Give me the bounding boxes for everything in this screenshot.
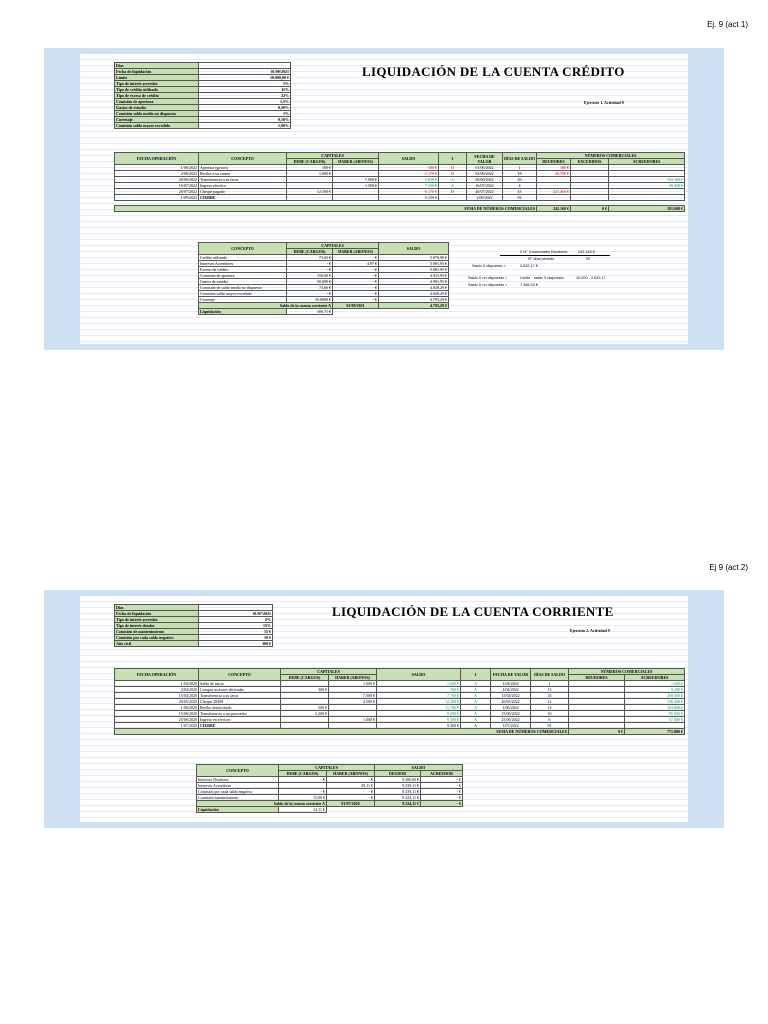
cell-saldo: 700 €: [377, 687, 461, 693]
liquidacion-label-2: Liquidación: [197, 807, 279, 813]
suma-acreedores: 181.600 €: [609, 206, 685, 212]
summary-value: - €: [287, 291, 333, 297]
cell-i: A: [439, 183, 467, 189]
cell-fecha: 1/06/2022: [115, 165, 199, 171]
cell-dias: 26: [503, 177, 537, 183]
cell-debe: 500 €: [281, 705, 329, 711]
sheet-canvas-1: [80, 54, 688, 344]
summary-concepto: Corretaje: [199, 297, 287, 303]
summary-value: - €: [333, 285, 379, 291]
summary-concepto: Intereses Acreedores: [197, 783, 279, 789]
cell-i: D: [439, 171, 467, 177]
param-value: 22%: [199, 93, 291, 99]
summary-concepto: Comisión mantenimiento: [197, 795, 279, 801]
cell-haber: 7.000 €: [329, 693, 377, 699]
param-value: 10 €: [199, 635, 273, 641]
account-movements-table: [114, 152, 685, 212]
cell-concepto: Cheque 28498: [199, 699, 281, 705]
cell-concepto: Saldo de inicio: [199, 681, 281, 687]
sum-col-capitales: CAPITALES: [287, 243, 379, 249]
cell-fecha: 1/09/2022: [115, 195, 199, 201]
cell-saldo: 5.150 €: [379, 195, 439, 201]
note-saldo-no-dispuesto-val: 7.368,33 €: [520, 283, 538, 287]
summary-value: - €: [279, 789, 327, 795]
cell-concepto: Transferencia a su favor: [199, 693, 281, 699]
param-value: 11%: [199, 87, 291, 93]
saldo-cuenta-acreedor-2: - €: [421, 801, 463, 807]
note-dias-periodo: N° días periodo: [528, 257, 555, 261]
note-saldo-dispuesto-val: 2.632,17 €: [520, 264, 538, 268]
col-haber: HABER (ABONOS): [333, 159, 379, 165]
cell-debe: 1.000 €: [287, 171, 333, 177]
col-haber-2: HABER (ABONOS): [329, 675, 377, 681]
sum-col-concepto: CONCEPTO: [199, 243, 287, 255]
col-acreedores-2: ACREEDORES: [625, 675, 685, 681]
cell-concepto: CIERRE: [199, 723, 281, 729]
liquidation-summary-table: [198, 242, 449, 315]
param-row: [115, 641, 273, 647]
cell-i: A: [461, 687, 491, 693]
param-value: 15 €: [199, 629, 273, 635]
cell-saldo: 1.000 €: [377, 681, 461, 687]
cell-debe: 12.500 €: [287, 189, 333, 195]
col-fecha-operacion-2: FECHA OPERACIÓN: [115, 669, 199, 681]
cell-haber: 1.000 €: [329, 681, 377, 687]
summary-value: 9.324,11 €: [375, 795, 421, 801]
cell-acreedores: 163.800 €: [625, 705, 685, 711]
summary-value: 9.300,00 €: [375, 777, 421, 783]
cell-concepto: Recibo a su cuenta: [199, 171, 287, 177]
summary-concepto: Intereses Acreedores: [199, 261, 287, 267]
summary-concepto: Comisión de saldo medio no dispuesto: [199, 285, 287, 291]
param-label: Comisión de mantenimiento: [115, 629, 199, 635]
summary-value: 35,0000 €: [287, 297, 333, 303]
suma-deudores-2: 0 €: [569, 729, 625, 735]
col-dias-saldo-2: DÍAS DE SALDO: [531, 669, 569, 681]
page-header-1: Ej. 9 (act 1): [707, 20, 748, 29]
cell-concepto: Transferencia a un proveedor: [199, 711, 281, 717]
sheet-canvas-2: [80, 596, 688, 822]
cell-acreedores: 9.100 €: [625, 687, 685, 693]
parameters-table-2: [114, 604, 273, 647]
param-label: Días: [115, 605, 199, 611]
summary-value: - €: [333, 279, 379, 285]
cell-fecha: 25/06/2020: [115, 717, 199, 723]
summary-value: - €: [333, 267, 379, 273]
summary-value: 15,00 €: [279, 795, 327, 801]
summary-value: - €: [421, 789, 463, 795]
summary-concepto: Gastos de estudio: [199, 279, 287, 285]
summary-value: 5.081,95 €: [379, 267, 449, 273]
cell-haber: 1.500 €: [333, 183, 379, 189]
saldo-cuenta-deudor-2: 9.324,11 €: [375, 801, 421, 807]
cell-acreedores: 85.000 €: [625, 711, 685, 717]
summary-concepto: Intereses Deudores: [197, 777, 279, 783]
summary-value: 5.081,95 €: [379, 261, 449, 267]
col-fecha-valor-2: FECHA DE VALOR: [491, 669, 531, 681]
param-label: Fecha de liquidación: [115, 69, 199, 75]
col-acreedores: ACREEDORES: [609, 159, 685, 165]
summary-value: 4.981,95 €: [379, 279, 449, 285]
spreadsheet-sheet-2: [44, 590, 724, 828]
saldo-cuenta-valor: 4.793,29 €: [379, 303, 449, 309]
cell-fecha-valor: 15/06/2022: [491, 711, 531, 717]
summary-value: 50,000 €: [287, 279, 333, 285]
param-value: 2%: [199, 617, 273, 623]
param-label: Límite: [115, 75, 199, 81]
cell-fecha: 2/04/2020: [115, 687, 199, 693]
cell-deudores: 221.460 €: [537, 189, 571, 195]
cell-saldo: 11.700 €: [377, 705, 461, 711]
cell-dias: 4: [503, 183, 537, 189]
suma-deudores: 242.160 €: [537, 206, 571, 212]
param-label: Comisión de apertura: [115, 99, 199, 105]
cell-debe: 300 €: [281, 687, 329, 693]
cell-fecha-valor: 20/07/2022: [467, 189, 503, 195]
note-limite-formula: Límite - saldo X dispuesto: [520, 276, 564, 280]
param-label: Fecha de liquidación: [115, 611, 199, 617]
param-label: Tipo de interés acreedor: [115, 81, 199, 87]
cell-dias: 43: [503, 189, 537, 195]
cell-saldo: 7.330 €: [379, 183, 439, 189]
param-value: 0,50%: [199, 105, 291, 111]
cell-dias: 10: [531, 711, 569, 717]
cell-i: A: [439, 177, 467, 183]
cell-haber: 1.000 €: [329, 717, 377, 723]
sum-col-debe-2: DEBE (CARGOS): [279, 771, 327, 777]
fraction-line: [500, 255, 610, 256]
note-saldo-no-dispuesto: Saldo X no dispuesto =: [468, 276, 508, 280]
param-label: Tipo de interés acreedor: [115, 617, 199, 623]
summary-value: 4.828,29 €: [379, 291, 449, 297]
cell-fecha-valor: 20/06/2022: [467, 177, 503, 183]
param-row: [115, 123, 291, 129]
param-value: 1,00%: [199, 123, 291, 129]
param-value: 10.000,00 €: [199, 75, 291, 81]
summary-value: 73,66 €: [287, 285, 333, 291]
parameters-table: [114, 62, 291, 129]
cell-saldo: -1.170 €: [379, 171, 439, 177]
param-value: 15%: [199, 623, 273, 629]
note-saldo-no-dispuesto-2: Saldo X no dispuesto =: [468, 283, 508, 287]
cell-haber: 4.500 €: [329, 699, 377, 705]
cell-acreedores: 152.160 €: [609, 177, 685, 183]
cell-i: A: [461, 681, 491, 687]
summary-value: - €: [279, 777, 327, 783]
cell-dias: 6: [531, 717, 569, 723]
cell-deudores: 20.700 €: [537, 171, 571, 177]
cell-fecha-valor: 02/06/2022: [467, 171, 503, 177]
cell-concepto: Compra acciones derivadas: [199, 687, 281, 693]
sum-col-acreedor-2: ACREEDOR: [421, 771, 463, 777]
summary-value: - €: [333, 273, 379, 279]
summary-value: 9.339,11 €: [375, 783, 421, 789]
cell-fecha-valor: 1/07/2022: [491, 723, 531, 729]
summary-value: - €: [327, 789, 375, 795]
summary-concepto: Exceso de crédito: [199, 267, 287, 273]
param-label: Comisión saldo medio no dispuesto: [115, 111, 199, 117]
cell-i: A: [461, 723, 491, 729]
cell-concepto: Cheque pagado: [199, 189, 287, 195]
saldo-cuenta-fecha: 01/09/2021: [333, 303, 379, 309]
param-label: Tipo de crédito utilizado: [115, 87, 199, 93]
cell-i: D: [439, 165, 467, 171]
cell-acreedores: 29.320 €: [609, 183, 685, 189]
cell-fecha-valor: 1/09/2022: [467, 195, 503, 201]
sum-col-saldo-2: SALDO: [375, 765, 463, 771]
summary-value: 9.339,11 €: [375, 789, 421, 795]
summary-value: - €: [333, 297, 379, 303]
summary-value: - €: [333, 291, 379, 297]
cell-saldo: 9.300 €: [377, 723, 461, 729]
param-value: 0,18%: [199, 117, 291, 123]
cell-haber: 7.000 €: [333, 177, 379, 183]
cell-fecha: 15/04/2020: [115, 693, 199, 699]
cell-saldo: -5.170 €: [379, 189, 439, 195]
page-title-2: LIQUIDACIÓN DE LA CUENTA CORRIENTE: [332, 604, 614, 619]
cell-dias: 12: [531, 699, 569, 705]
col-concepto: CONCEPTO: [199, 153, 287, 165]
param-label: Tipo de exceso de crédito: [115, 93, 199, 99]
note-dias-periodo-val: 92: [586, 257, 591, 261]
cell-acreedores: 269.500 €: [625, 693, 685, 699]
spreadsheet-sheet-1: [44, 48, 724, 350]
col-deudores: DEUDORES: [537, 159, 571, 165]
sum-col-concepto-2: CONCEPTO: [197, 765, 279, 777]
summary-value: - €: [327, 777, 375, 783]
cell-deudores: 180 €: [537, 165, 571, 171]
cell-fecha-valor: 1/04/2022: [491, 681, 531, 687]
summary-value: 4.931,95 €: [379, 273, 449, 279]
col-numeros-comerciales: NÚMEROS COMERCIALES: [537, 153, 685, 159]
summary-value: 150,00 €: [287, 273, 333, 279]
col-capitales: CAPITALES: [287, 153, 379, 159]
cell-saldo: 7.700 €: [377, 693, 461, 699]
cell-fecha-valor: 25/06/2022: [491, 717, 531, 723]
liquidacion-valor-2: 24,11 €: [279, 807, 327, 813]
col-saldo-2: SALDO: [377, 669, 461, 681]
sum-col-saldo: SALDO: [379, 243, 449, 255]
cell-debe: 180 €: [287, 165, 333, 171]
suma-excedidos: 0 €: [571, 206, 609, 212]
liquidacion-label: Liquidación: [199, 309, 287, 315]
param-value: 01/09/2021: [199, 69, 291, 75]
cell-acreedores: 57.000 €: [625, 717, 685, 723]
col-numeros-comerciales-2: NÚMEROS COMERCIALES: [569, 669, 685, 675]
saldo-cuenta-label-2: Saldo de la cuenta corriente A: [197, 801, 327, 807]
cell-saldo: 5.830 €: [379, 177, 439, 183]
cell-i: A: [461, 717, 491, 723]
col-debe: DEBE (CARGOS): [287, 159, 333, 165]
cell-fecha: 20/05/2020: [115, 699, 199, 705]
cell-saldo: -180 €: [379, 165, 439, 171]
param-label: Días: [115, 63, 199, 69]
cell-fecha: 1/06/2020: [115, 705, 199, 711]
col-fecha-operacion: FECHA OPERACIÓN: [115, 153, 199, 165]
param-value: 360 €: [199, 641, 273, 647]
cell-dias: 1: [503, 165, 537, 171]
cell-debe: 3.200 €: [281, 711, 329, 717]
summary-value: 39,11 €: [327, 783, 375, 789]
cell-dias: 91: [531, 723, 569, 729]
cell-saldo: 9.500 €: [377, 717, 461, 723]
summary-concepto: Crédito utilizado: [199, 255, 287, 261]
cell-fecha-valor: 01/06/2022: [467, 165, 503, 171]
param-label: Tipo de interés deudor: [115, 623, 199, 629]
cell-fecha-valor: 16/07/2022: [467, 183, 503, 189]
summary-value: - €: [327, 795, 375, 801]
col-fecha-valor: FECHA DE VALOR: [467, 153, 503, 165]
cell-concepto: Recibo domiciliado: [199, 705, 281, 711]
summary-value: - €: [421, 783, 463, 789]
cell-concepto: Transferencia a su favor: [199, 177, 287, 183]
suma-label: SUMA DE NÚMEROS COMERCIALES: [115, 206, 537, 212]
summary-concepto: Comisión de apertura: [199, 273, 287, 279]
summary-value: - €: [333, 255, 379, 261]
note-sum-deudores-val: 242.160 €: [578, 250, 595, 254]
saldo-cuenta-label: Saldo de la cuenta corriente A: [199, 303, 333, 309]
cell-dias: 92: [503, 195, 537, 201]
sum-col-deudor-2: DEUDOR: [375, 771, 421, 777]
cell-i: A: [461, 693, 491, 699]
summary-value: 4,97 €: [333, 261, 379, 267]
summary-value: 5.076,98 €: [379, 255, 449, 261]
cell-i: A: [461, 711, 491, 717]
cell-dias: 35: [531, 693, 569, 699]
sum-col-haber: HABER (ABONOS): [333, 249, 379, 255]
cell-dias: 18: [503, 171, 537, 177]
cell-i: A: [461, 699, 491, 705]
cell-fecha: 1/04/2020: [115, 681, 199, 687]
summary-value: 73,02 €: [287, 255, 333, 261]
cell-concepto: Apertura (gastos): [199, 165, 287, 171]
cell-fecha: 16/07/2022: [115, 183, 199, 189]
summary-value: 4.793,29 €: [379, 297, 449, 303]
sum-col-haber-2: HABER (ABONOS): [327, 771, 375, 777]
cell-fecha: 15/06/2020: [115, 711, 199, 717]
col-deudores-2: DEUDORES: [569, 675, 625, 681]
page-subtitle-2: Ejercicio 2. Actividad 9: [570, 628, 610, 633]
param-value: 1%: [199, 111, 291, 117]
col-dias-saldo: DÍAS DE SALDO: [503, 153, 537, 165]
col-i-2: I: [461, 669, 491, 681]
page-header-2: Ej 9 (act 2): [709, 563, 748, 572]
suma-label-2: SUMA DE NÚMEROS COMERCIALES: [115, 729, 569, 735]
param-label: Comisión saldo mayor excedido: [115, 123, 199, 129]
cell-dias: 14: [531, 705, 569, 711]
cell-fecha: 1/07/2020: [115, 723, 199, 729]
saldo-cuenta-fecha-2: 01/07/2020: [327, 801, 375, 807]
cell-dias: 13: [531, 687, 569, 693]
cell-concepto: Ingreso efectivo: [199, 183, 287, 189]
cell-concepto: CIERRE: [199, 195, 287, 201]
sum-col-debe: DEBE (CARGOS): [287, 249, 333, 255]
summary-concepto: Comisión saldo mayor excedido: [199, 291, 287, 297]
cell-i: D: [439, 189, 467, 195]
page-subtitle: Ejercicio 1. Actividad 9: [584, 100, 624, 105]
cell-dias: 1: [531, 681, 569, 687]
param-label: Año civil: [115, 641, 199, 647]
param-label: Gastos de estudio: [115, 105, 199, 111]
param-value: 01/07/2021: [199, 611, 273, 617]
suma-acreedores-2: 771.800 €: [625, 729, 685, 735]
summary-concepto: Comisión por cada saldo negativo: [197, 789, 279, 795]
cell-fecha-valor: 2/04/2022: [491, 687, 531, 693]
param-value: 1,5%: [199, 99, 291, 105]
summary-value: - €: [287, 267, 333, 273]
summary-value: - €: [287, 261, 333, 267]
cell-fecha: 20/07/2022: [115, 189, 199, 195]
col-capitales-2: CAPITALES: [281, 669, 377, 675]
cell-acreedores: 1.000 €: [625, 681, 685, 687]
liquidacion-valor: 306,71 €: [287, 309, 333, 315]
page-title: LIQUIDACIÓN DE LA CUENTA CRÉDITO: [362, 64, 625, 79]
sum-col-capitales-2: CAPITALES: [279, 765, 375, 771]
account-movements-table-2: [114, 668, 685, 735]
col-concepto-2: CONCEPTO: [199, 669, 281, 681]
col-excedidos: EXCEDIDOS: [571, 159, 609, 165]
col-saldo: SALDO: [379, 153, 439, 165]
cell-fecha: 2/06/2022: [115, 171, 199, 177]
param-label: Corretaje: [115, 117, 199, 123]
cell-fecha-valor: 1/06/2022: [491, 705, 531, 711]
note-limite-calc: 10.000 - 2.632,17: [576, 276, 606, 280]
cell-fecha: 20/06/2022: [115, 177, 199, 183]
cell-fecha-valor: 20/05/2022: [491, 699, 531, 705]
param-label: Comisión por cada saldo negativo: [115, 635, 199, 641]
summary-value: 4.828,29 €: [379, 285, 449, 291]
note-sum-deudores: Σ N° Comerciales Deudores: [520, 250, 568, 254]
cell-fecha-valor: 15/04/2022: [491, 693, 531, 699]
col-i: I: [439, 153, 467, 165]
cell-i: A: [461, 705, 491, 711]
summary-value: - €: [421, 777, 463, 783]
col-debe-2: DEBE (CARGOS): [281, 675, 329, 681]
cell-saldo: 8.500 €: [377, 711, 461, 717]
note-saldo-dispuesto: Saldo X dispuesto =: [472, 264, 506, 268]
liquidation-summary-table-2: [196, 764, 463, 813]
cell-acreedores: 146.400 €: [625, 699, 685, 705]
param-value: 1%: [199, 81, 291, 87]
summary-value: - €: [421, 795, 463, 801]
cell-saldo: 12.200 €: [377, 699, 461, 705]
cell-concepto: Ingreso en efectivo: [199, 717, 281, 723]
